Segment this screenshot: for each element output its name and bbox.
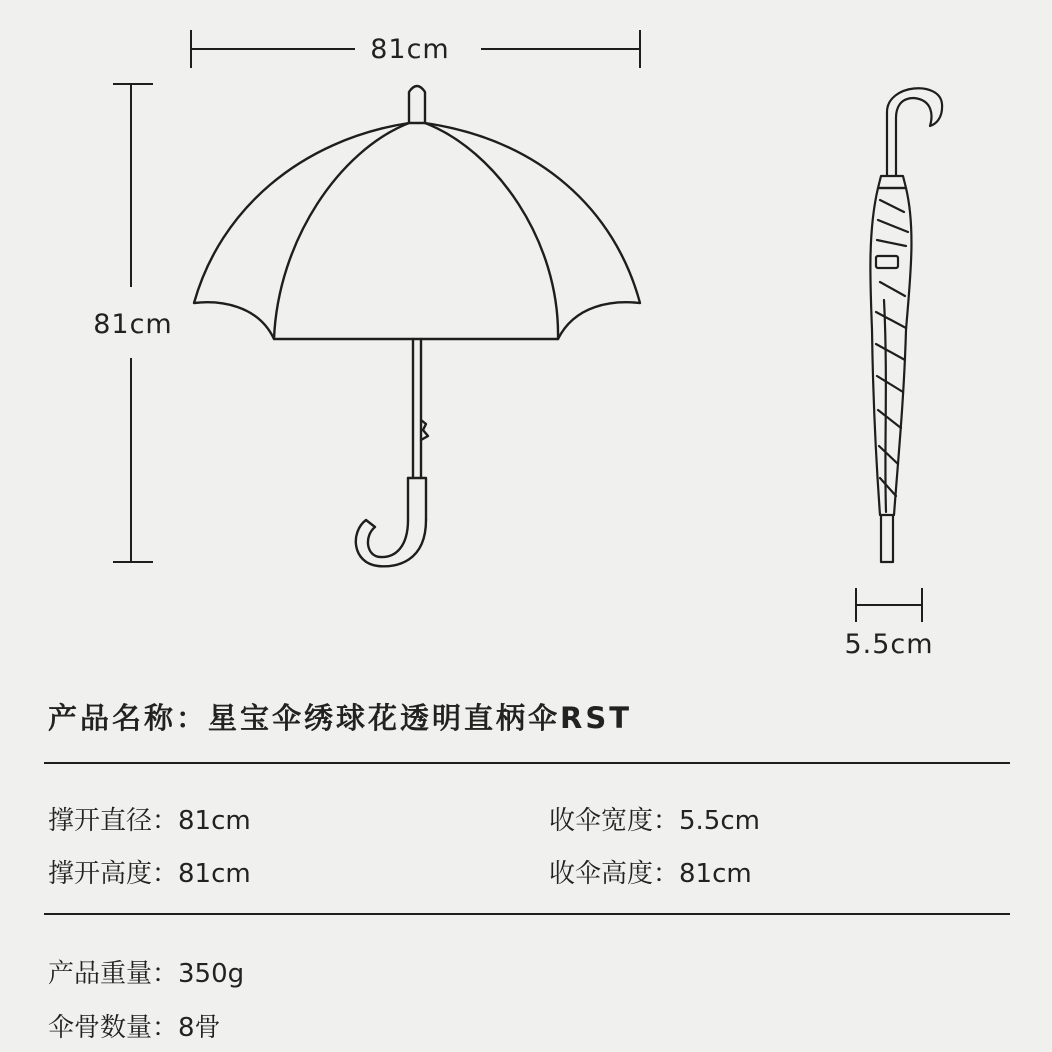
closed-width-label: 5.5cm [844, 629, 934, 660]
closed-umbrella-drawing [870, 88, 942, 562]
product-title: 产品名称：星宝伞绣球花透明直柄伞RST [48, 701, 632, 735]
spec-weight: 产品重量：350g [48, 959, 245, 989]
spec-closed-height: 收伞高度：81cm [549, 859, 752, 889]
spec-open-diameter: 撑开直径：81cm [48, 806, 251, 836]
spec-closed-width: 收伞宽度：5.5cm [549, 806, 760, 836]
open-umbrella-drawing [194, 86, 640, 566]
divider-top [44, 762, 1010, 764]
open-width-label: 81cm [370, 34, 450, 65]
spec-ribs: 伞骨数量：8骨 [48, 1013, 221, 1043]
open-height-label: 81cm [93, 309, 173, 340]
divider-middle [44, 913, 1010, 915]
closed-width-dimension [856, 588, 922, 622]
spec-open-height: 撑开高度：81cm [48, 859, 251, 889]
